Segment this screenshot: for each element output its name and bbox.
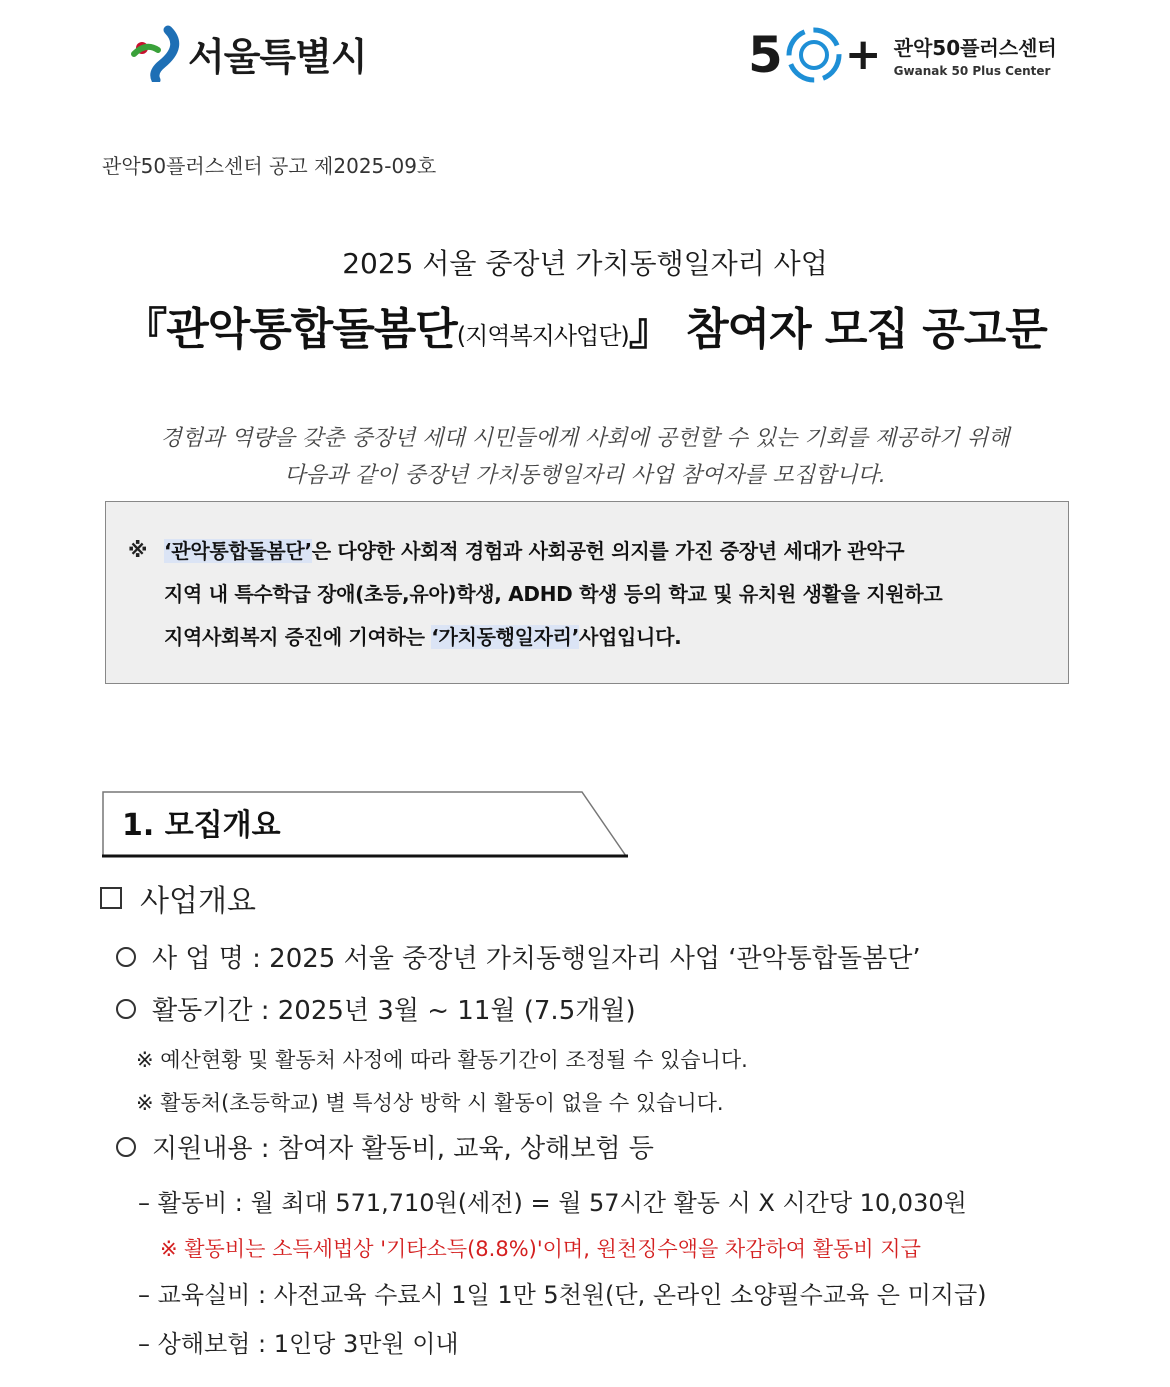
description-line-2: 지역 내 특수학급 장애(초등,유아)학생, ADHD 학생 등의 학교 및 유치원 생활을 지원하고 — [164, 582, 943, 606]
center-name-en: Gwanak 50 Plus Center — [893, 64, 1051, 78]
seoul-city-logo — [128, 22, 367, 84]
allowance-tax-note: ※ 활동비는 소득세법상 '기타소득(8.8%)'이며, 원천징수액을 차감하여 활동비 지급 — [160, 1237, 921, 1261]
section-title: 1. 모집개요 — [122, 808, 281, 843]
document-subtitle: 2025 서울 중장년 가치동행일자리 사업 — [342, 247, 828, 280]
circle-bullet-icon — [116, 1137, 136, 1157]
item-period — [116, 990, 636, 1027]
highlight-job-type: ‘가치동행일자리’ — [431, 625, 579, 649]
description-line-1 — [164, 530, 942, 573]
seoul-emblem-icon — [128, 24, 184, 82]
support-education: – 교육실비 : 사전교육 수료시 1일 1만 5천원(단, 온라인 소양필수교육 은 미지급) — [138, 1281, 987, 1309]
gwanak-50plus-logo — [748, 24, 1057, 86]
sub-heading-text: 사업개요 — [140, 884, 256, 919]
logo-ring-icon — [785, 26, 843, 84]
description-line-3-pre: 지역사회복지 증진에 기여하는 — [164, 625, 432, 649]
sub-heading — [100, 876, 256, 920]
support-insurance: – 상해보험 : 1인당 3만원 이내 — [138, 1330, 459, 1358]
item-program-name-text: 사 업 명 : 2025 서울 중장년 가치동행일자리 사업 ‘관악통합돌봄단’ — [152, 944, 921, 974]
circle-bullet-icon — [116, 999, 136, 1019]
item-program-name — [116, 938, 921, 975]
square-bullet-icon — [100, 887, 122, 909]
center-name-block — [894, 32, 1057, 78]
description-lines — [164, 530, 942, 659]
highlight-program-name: ‘관악통합돌봄단’ — [164, 539, 312, 563]
title-open: 『관악통합돌봄단 — [123, 304, 457, 355]
title-close: 』 참여자 모집 공고문 — [628, 304, 1047, 355]
intro-line-2: 다음과 같이 중장년 가치동행일자리 사업 참여자를 모집합니다. — [284, 463, 886, 488]
description-line-3 — [164, 616, 942, 659]
reference-mark: ※ — [128, 538, 148, 562]
title-paren: (지역복지사업단) — [456, 322, 629, 350]
seoul-logo-text: 서울특별시 — [188, 34, 367, 79]
item-support-text: 지원내용 : 참여자 활동비, 교육, 상해보험 등 — [152, 1134, 654, 1164]
intro-line-1: 경험과 역량을 갖춘 중장년 세대 시민들에게 사회에 공헌할 수 있는 기회를 제공하기 위해 — [160, 426, 1010, 451]
circle-bullet-icon — [116, 947, 136, 967]
center-name-ko: 관악50플러스센터 — [893, 36, 1057, 60]
document-title — [0, 293, 1170, 357]
description-box — [105, 501, 1069, 684]
period-note-2: ※ 활동처(초등학교) 별 특성상 방학 시 활동이 없을 수 있습니다. — [136, 1091, 724, 1115]
support-allowance: – 활동비 : 월 최대 571,710원(세전) = 월 57시간 활동 시 X 시간당 10,030원 — [138, 1189, 967, 1217]
period-note-1: ※ 예산현황 및 활동처 사정에 따라 활동기간이 조정될 수 있습니다. — [136, 1048, 748, 1072]
intro-text — [0, 420, 1170, 494]
item-support — [116, 1128, 654, 1165]
description-line-3-post: 사업입니다. — [579, 625, 682, 649]
description-line-1-rest: 은 다양한 사회적 경험과 사회공헌 의지를 가진 중장년 세대가 관악구 — [311, 539, 905, 563]
logo-plus: + — [844, 29, 882, 80]
notice-number: 관악50플러스센터 공고 제2025-09호 — [102, 154, 437, 178]
item-period-text: 활동기간 : 2025년 3월 ~ 11월 (7.5개월) — [152, 996, 636, 1026]
logo-five: 5 — [748, 26, 783, 84]
